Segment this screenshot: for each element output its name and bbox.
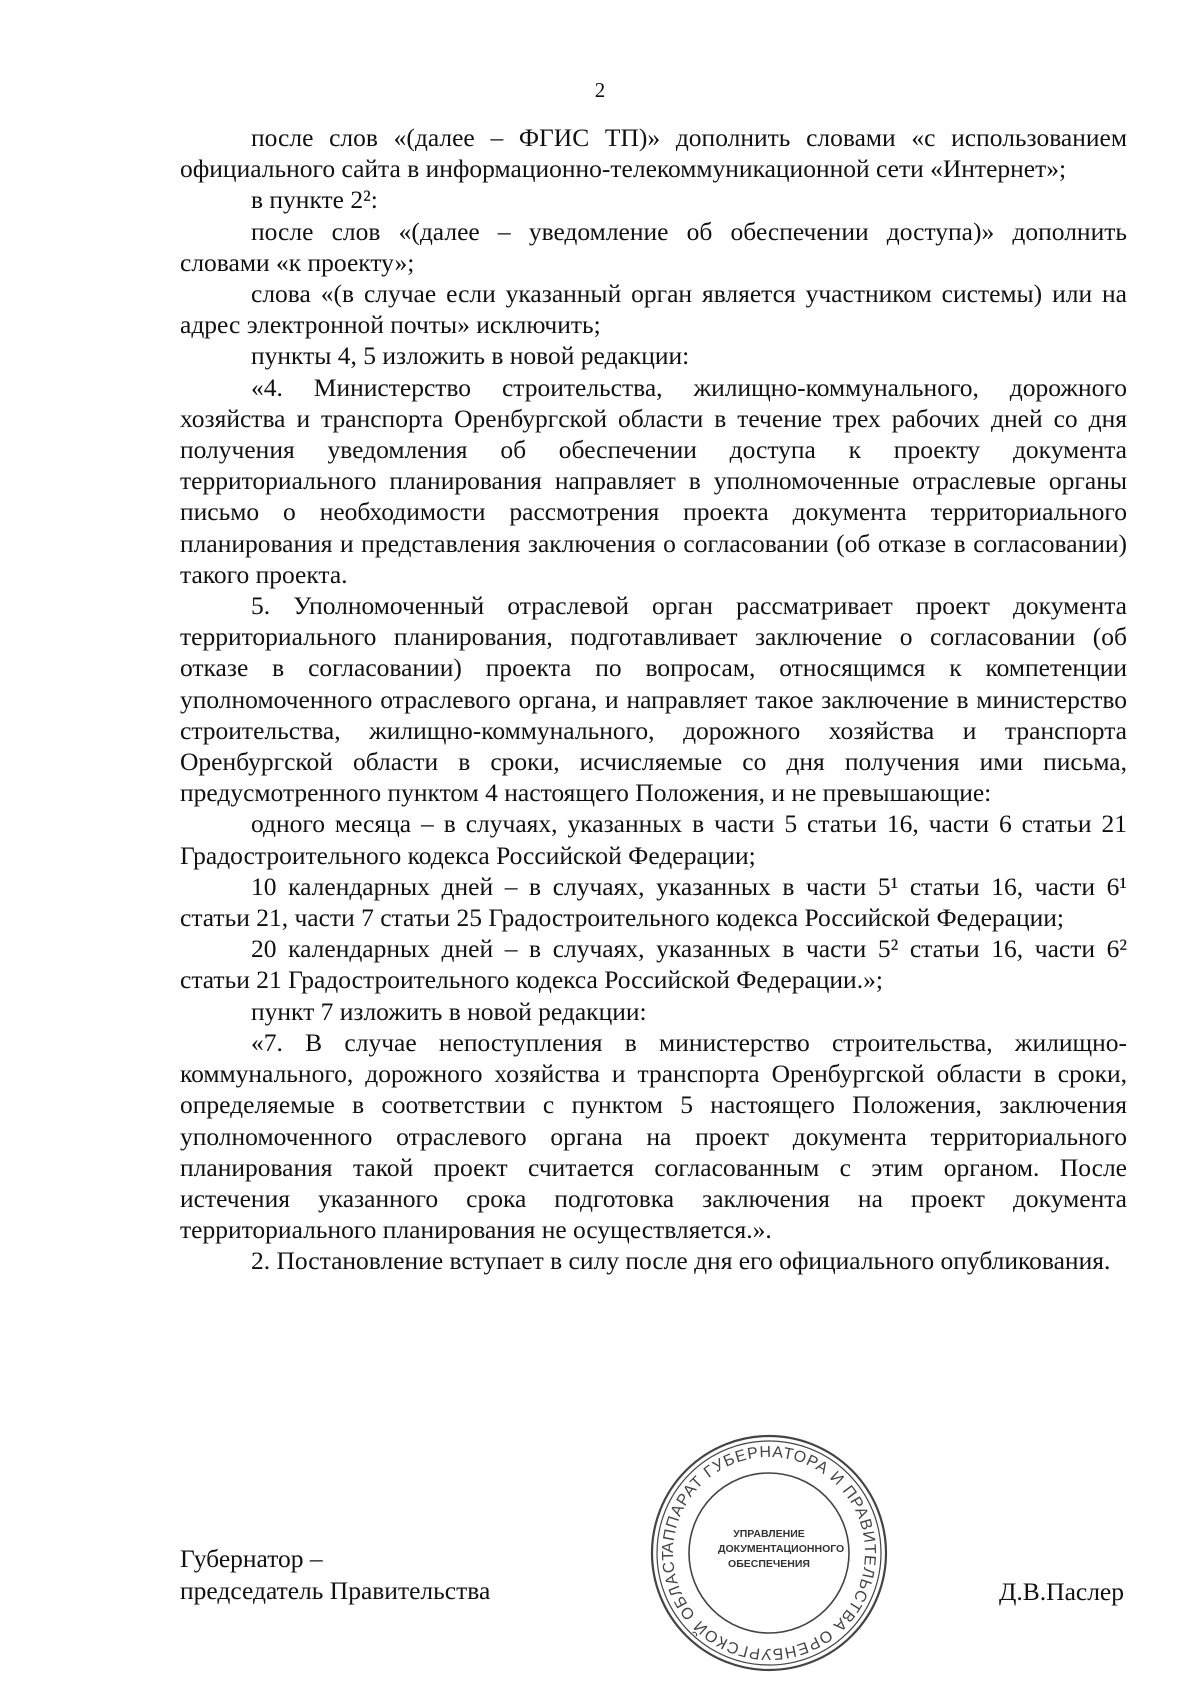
page-number: 2 [594,78,606,102]
signature-title-line1: Губернатор – [180,1544,323,1573]
paragraph-9: 10 календарных дней – в случаях, указанных в части 5¹ статьи 16, части 6¹ статьи 21, части 7 статьи 25 Градостроительного кодекса Российской Федерации; [180,871,1127,933]
paragraph-13: 2. Постановление вступает в силу после дня его официального опубликования. [251,1246,1111,1276]
paragraph-6: «4. Министерство строительства, жилищно-коммунального, дорожного хозяйства и транспорта Оренбургской области в течение трех рабочих дней со дня получения уведомления об обеспечении доступа к проекту документа территориального планирования направляет в уполномоченные отраслевые органы письмо о необходимости рассмотрения проекта документа территориального планирования и представления заключения о согласовании (об отказе в согласовании) такого проекта. [180,372,1127,589]
paragraph-10: 20 календарных дней – в случаях, указанных в части 5² статьи 16, части 6² статьи 21 Градостроительного кодекса Российской Федерации.»; [180,934,1127,995]
stamp-center-line2: ДОКУМЕНТАЦИОННОГО [718,1543,845,1555]
signature-title-line2: председатель Правительства [180,1576,491,1605]
paragraph-1: после слов «(далее – ФГИС ТП)» дополнить словами «с использованием официального сайта в информационно-телекоммуникационной сети «Интернет»; [180,123,1127,184]
paragraph-8: одного месяца – в случаях, указанных в части 5 статьи 16, части 6 статьи 21 Градостроительного кодекса Российской Федерации; [180,809,1127,870]
paragraph-5: пункты 4, 5 изложить в новой редакции: [251,341,690,371]
stamp-ring-text: АППАРАТ ГУБЕРНАТОРА И ПРАВИТЕЛЬСТВА ОРЕНБУРГСКОЙ ОБЛАСТ [659,1443,879,1663]
paragraph-7: 5. Уполномоченный отраслевой орган рассматривает проект документа территориального планирования, подготавливает заключение о согласовании (об отказе в согласовании) проекта по вопросам, относящимся к компетенции уполномоченного отраслевого органа, и направляет такое заключение в министерство строительства, жилищно-коммунального, дорожного хозяйства и транспорта Оренбургской области в сроки, исчисляемые со дня получения ими письма, предусмотренного пунктом 4 настоящего Положения, и не превышающие: [180,591,1127,808]
stamp-center-line1: УПРАВЛЕНИЕ [733,1528,805,1540]
paragraph-11: пункт 7 изложить в новой редакции: [251,996,647,1026]
signature-title [180,1543,490,1607]
paragraph-12: «7. В случае непоступления в министерство строительства, жилищно-коммунального, дорожного хозяйства и транспорта Оренбургской области в сроки, определяемые в соответствии с пунктом 5 настоящего Положения, заключения уполномоченного отраслевого органа на проект документа территориального планирования такой проект считается согласованным с этим органом. После истечения указанного срока подготовка заключения на проект документа территориального планирования не осуществляется.». [180,1027,1127,1245]
official-stamp [648,1432,890,1674]
paragraph-2: в пункте 2²: [251,185,378,215]
signatory-name: Д.В.Паслер [999,1577,1124,1606]
paragraph-4: слова «(в случае если указанный орган является участником системы) или на адрес электронной почты» исключить; [180,279,1127,340]
stamp-center-text [718,1527,845,1572]
stamp-center-line3: ОБЕСПЕЧЕНИЯ [728,1558,810,1570]
paragraph-3: после слов «(далее – уведомление об обеспечении доступа)» дополнить словами «к проекту»; [180,216,1127,277]
document-body [180,122,1127,1277]
